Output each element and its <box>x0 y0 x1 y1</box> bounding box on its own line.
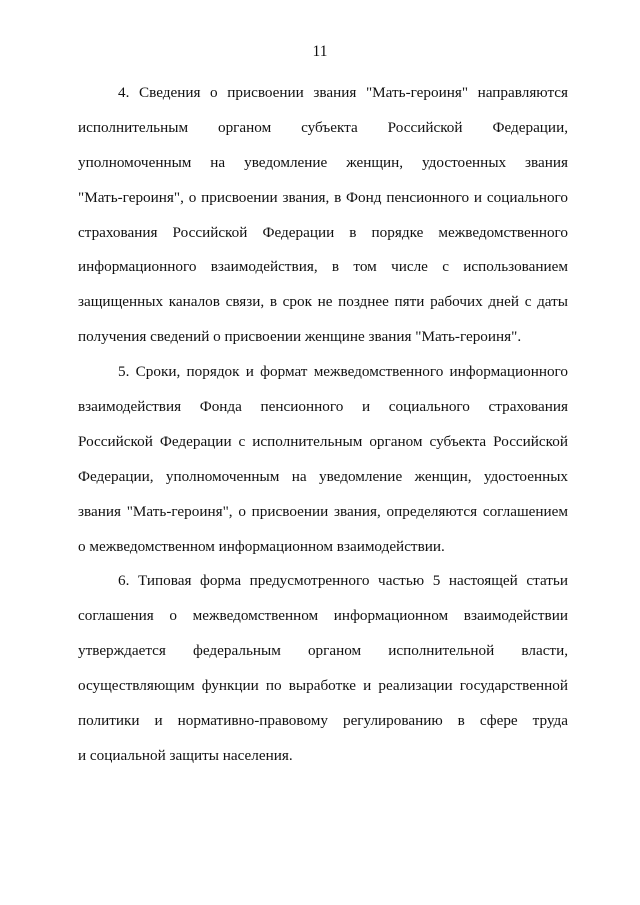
paragraph-4 <box>78 80 568 359</box>
paragraph-line: страхования Российской Федерации в порядке межведомственного <box>78 223 568 241</box>
paragraph-line: 5. Сроки, порядок и формат межведомственного информационного <box>118 363 568 381</box>
paragraph-line: о межведомственном информационном взаимодействии. <box>78 537 445 555</box>
paragraph-line: звания "Мать-героиня", о присвоении звания, определяются соглашением <box>78 502 568 520</box>
paragraph-line: уполномоченным на уведомление женщин, удостоенных звания <box>78 153 568 171</box>
paragraph-line: защищенных каналов связи, в срок не позднее пяти рабочих дней с даты <box>78 293 568 311</box>
page-number: 11 <box>312 43 328 60</box>
paragraph-line: и социальной защиты населения. <box>78 746 293 764</box>
paragraph-line: получения сведений о присвоении женщине звания "Мать-героиня". <box>78 328 522 346</box>
paragraph-line: Федерации, уполномоченным на уведомление женщин, удостоенных <box>78 467 568 485</box>
paragraph-line: "Мать-героиня", о присвоении звания, в Фонд пенсионного и социального <box>78 188 568 206</box>
paragraph-6 <box>78 568 568 777</box>
paragraph-line: взаимодействия Фонда пенсионного и социального страхования <box>78 398 568 416</box>
document-body <box>78 80 568 778</box>
paragraph-line: Российской Федерации с исполнительным органом субъекта Российской <box>78 432 568 450</box>
paragraph-line: политики и нормативно-правовому регулированию в сфере труда <box>78 712 568 730</box>
paragraph-line: осуществляющим функции по выработке и реализации государственной <box>78 677 568 695</box>
paragraph-line: утверждается федеральным органом исполнительной власти, <box>78 642 568 660</box>
paragraph-5 <box>78 359 568 568</box>
paragraph-line: исполнительным органом субъекта Российской Федерации, <box>78 118 568 136</box>
paragraph-line: 4. Сведения о присвоении звания "Мать-героиня" направляются <box>118 84 568 101</box>
paragraph-line: 6. Типовая форма предусмотренного частью 5 настоящей статьи <box>118 572 568 590</box>
paragraph-line: соглашения о межведомственном информационном взаимодействии <box>78 607 568 625</box>
paragraph-line: информационного взаимодействия, в том числе с использованием <box>78 258 568 276</box>
